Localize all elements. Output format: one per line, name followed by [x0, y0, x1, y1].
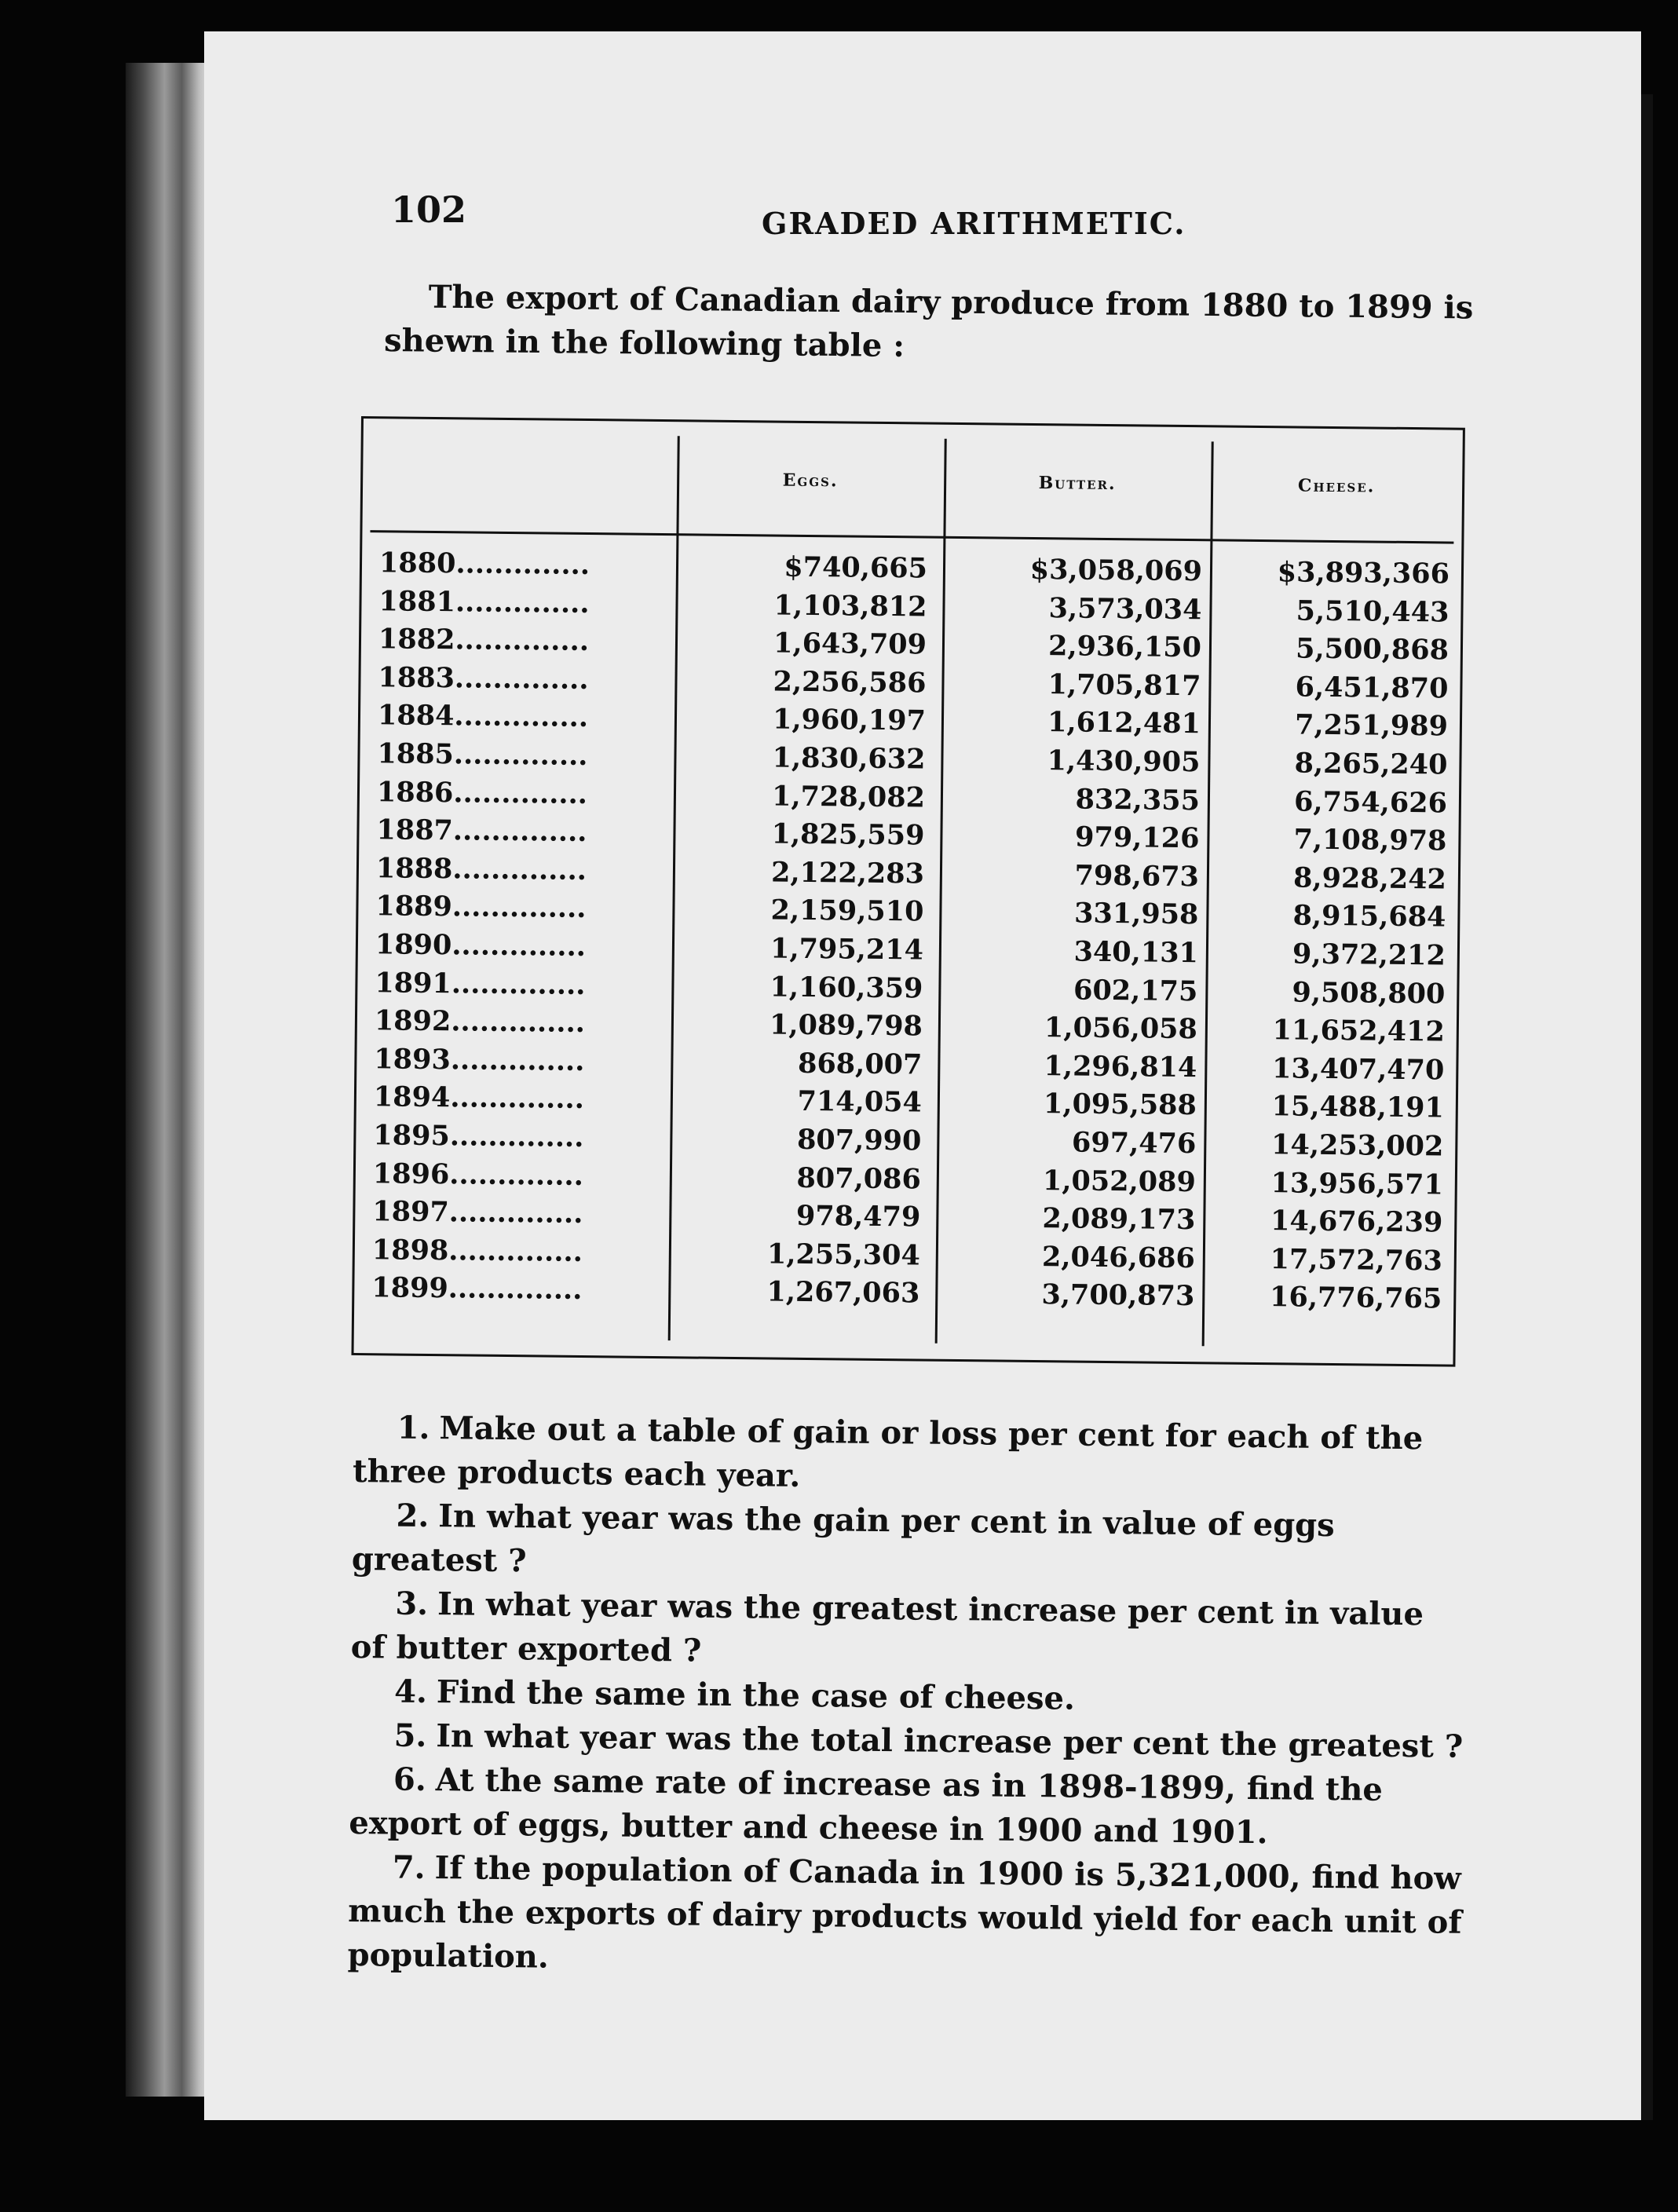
- year-cell: 1881..............: [378, 584, 590, 620]
- eggs-cell: 1,160,359: [770, 971, 923, 1005]
- cheese-cell: 6,451,870: [1295, 671, 1449, 705]
- book-page: [204, 31, 1641, 2120]
- cheese-cell: 9,372,212: [1292, 938, 1446, 972]
- butter-cell: 1,056,058: [1044, 1011, 1198, 1046]
- cheese-cell: 9,508,800: [1292, 975, 1446, 1011]
- eggs-cell: 1,267,063: [766, 1275, 920, 1310]
- eggs-cell: 1,643,709: [773, 627, 927, 661]
- year-cell: 1898..............: [371, 1233, 583, 1268]
- exercise-text: Make out a table of gain or loss per cent for each of the three products each year.: [352, 1409, 1424, 1494]
- exercise-text: If the population of Canada in 1900 is 5,321,000, find how much the exports of dairy products would yield for each unit of population.: [347, 1849, 1462, 1976]
- butter-cell: 1,052,089: [1042, 1164, 1197, 1198]
- eggs-cell: 807,990: [796, 1123, 922, 1157]
- year-cell: 1885..............: [377, 737, 588, 773]
- year-cell: 1891..............: [375, 966, 586, 1001]
- exercise-number: 6.: [393, 1760, 427, 1798]
- exercise-text: In what year was the greatest increase per cent in value of butter exported ?: [350, 1585, 1424, 1669]
- year-cell: 1895..............: [373, 1119, 584, 1154]
- butter-cell: 2,046,686: [1041, 1240, 1196, 1274]
- cheese-cell: 14,253,002: [1270, 1128, 1444, 1163]
- eggs-cell: 1,960,197: [772, 703, 927, 737]
- exercise-number: 4.: [393, 1673, 428, 1711]
- cheese-cell: 11,652,412: [1272, 1014, 1446, 1048]
- exercise-text: Find the same in the case of cheese.: [436, 1673, 1076, 1717]
- column-header-butter: Butter.: [1038, 473, 1117, 495]
- year-cell: 1892..............: [374, 1004, 586, 1040]
- table-body: [354, 544, 1461, 1318]
- cheese-cell: 15,488,191: [1271, 1090, 1445, 1124]
- exercise-item: [349, 1757, 1464, 1857]
- year-cell: 1887..............: [376, 814, 587, 849]
- eggs-cell: 714,054: [797, 1085, 923, 1119]
- year-cell: 1884..............: [377, 699, 589, 734]
- exercise-item: [350, 1581, 1466, 1681]
- exercise-item: [353, 1406, 1468, 1505]
- cheese-cell: $3,893,366: [1277, 556, 1450, 590]
- butter-cell: 3,700,873: [1041, 1278, 1195, 1313]
- year-cell: 1889..............: [375, 890, 587, 925]
- eggs-cell: 868,007: [797, 1047, 923, 1081]
- exercise-number: 1.: [397, 1409, 430, 1447]
- column-header-eggs: Eggs.: [782, 470, 839, 492]
- butter-cell: 1,705,817: [1047, 667, 1201, 702]
- butter-cell: 832,355: [1075, 783, 1201, 817]
- year-cell: 1882..............: [378, 623, 590, 658]
- eggs-cell: 1,795,214: [770, 932, 924, 967]
- butter-cell: 697,476: [1071, 1126, 1197, 1161]
- eggs-cell: 1,728,082: [771, 780, 926, 814]
- butter-cell: 331,958: [1073, 897, 1199, 931]
- exercise-list: [347, 1406, 1468, 1989]
- year-cell: 1899..............: [371, 1271, 583, 1307]
- cheese-cell: 6,754,626: [1293, 785, 1448, 820]
- eggs-cell: 807,086: [796, 1161, 922, 1196]
- eggs-cell: 1,825,559: [771, 817, 925, 852]
- cheese-cell: 13,956,571: [1270, 1166, 1444, 1201]
- intro-paragraph: The export of Canadian dairy produce from 1880 to 1899 is shewn in the following table :: [383, 278, 1474, 364]
- exercise-number: 3.: [395, 1585, 429, 1623]
- cheese-cell: 8,928,242: [1292, 861, 1447, 896]
- cheese-cell: 13,407,470: [1271, 1051, 1445, 1087]
- exercise-text: In what year was the gain per cent in value of eggs greatest ?: [351, 1497, 1335, 1580]
- eggs-cell: 1,255,304: [766, 1238, 921, 1272]
- cheese-cell: 8,265,240: [1294, 747, 1448, 781]
- cheese-cell: 5,510,443: [1296, 594, 1450, 629]
- year-cell: 1880..............: [378, 547, 590, 582]
- cheese-cell: 7,108,978: [1293, 823, 1447, 857]
- year-cell: 1896..............: [372, 1157, 584, 1192]
- exercise-number: 2.: [396, 1497, 430, 1535]
- butter-cell: 2,936,150: [1047, 630, 1202, 664]
- eggs-cell: 1,830,632: [772, 741, 926, 776]
- year-cell: 1888..............: [375, 851, 587, 887]
- butter-cell: 1,095,588: [1043, 1088, 1197, 1122]
- butter-cell: 602,175: [1073, 974, 1198, 1007]
- butter-cell: 340,131: [1073, 935, 1199, 970]
- eggs-cell: 2,159,510: [770, 894, 924, 928]
- year-cell: 1890..............: [375, 928, 587, 963]
- cheese-cell: 16,776,765: [1269, 1281, 1442, 1315]
- eggs-cell: 978,479: [795, 1199, 921, 1234]
- exercise-number: 5.: [393, 1717, 427, 1754]
- cheese-cell: 7,251,989: [1294, 708, 1449, 743]
- cheese-cell: 5,500,868: [1295, 632, 1450, 667]
- exercise-text: At the same rate of increase as in 1898-1899, find the export of eggs, butter and cheese in 1900 and 1901.: [349, 1761, 1384, 1852]
- dairy-export-table: [351, 416, 1464, 1367]
- cheese-cell: 17,572,763: [1270, 1242, 1443, 1278]
- year-cell: 1886..............: [376, 775, 588, 810]
- running-head: GRADED ARITHMETIC.: [762, 206, 1186, 241]
- page-number: 102: [391, 188, 467, 231]
- year-cell: 1894..............: [373, 1080, 585, 1116]
- eggs-cell: 2,256,586: [773, 665, 927, 700]
- year-cell: 1893..............: [374, 1042, 585, 1077]
- year-cell: 1883..............: [378, 661, 589, 696]
- butter-cell: 979,126: [1074, 821, 1200, 855]
- butter-cell: 2,089,173: [1042, 1202, 1196, 1237]
- eggs-cell: 1,089,798: [769, 1008, 923, 1043]
- exercise-number: 7.: [392, 1848, 426, 1886]
- year-cell: 1897..............: [372, 1195, 583, 1230]
- eggs-cell: 2,122,283: [770, 856, 925, 890]
- header-rule: [370, 530, 1453, 543]
- butter-cell: $3,058,069: [1029, 553, 1203, 588]
- exercise-text: In what year was the total increase per cent the greatest ?: [436, 1717, 1464, 1765]
- butter-cell: 1,612,481: [1047, 706, 1201, 740]
- book-binding: [126, 63, 212, 2097]
- column-header-cheese: Cheese.: [1297, 475, 1376, 497]
- butter-cell: 798,673: [1074, 859, 1200, 893]
- cheese-cell: 8,915,684: [1292, 899, 1446, 934]
- eggs-cell: 1,103,812: [773, 589, 927, 623]
- eggs-cell: $740,665: [784, 550, 928, 585]
- butter-cell: 1,296,814: [1044, 1049, 1197, 1084]
- exercise-item: [347, 1845, 1464, 1989]
- butter-cell: 1,430,905: [1047, 744, 1201, 779]
- butter-cell: 3,573,034: [1048, 591, 1202, 626]
- exercise-item: [352, 1494, 1468, 1593]
- cheese-cell: 14,676,239: [1270, 1205, 1443, 1239]
